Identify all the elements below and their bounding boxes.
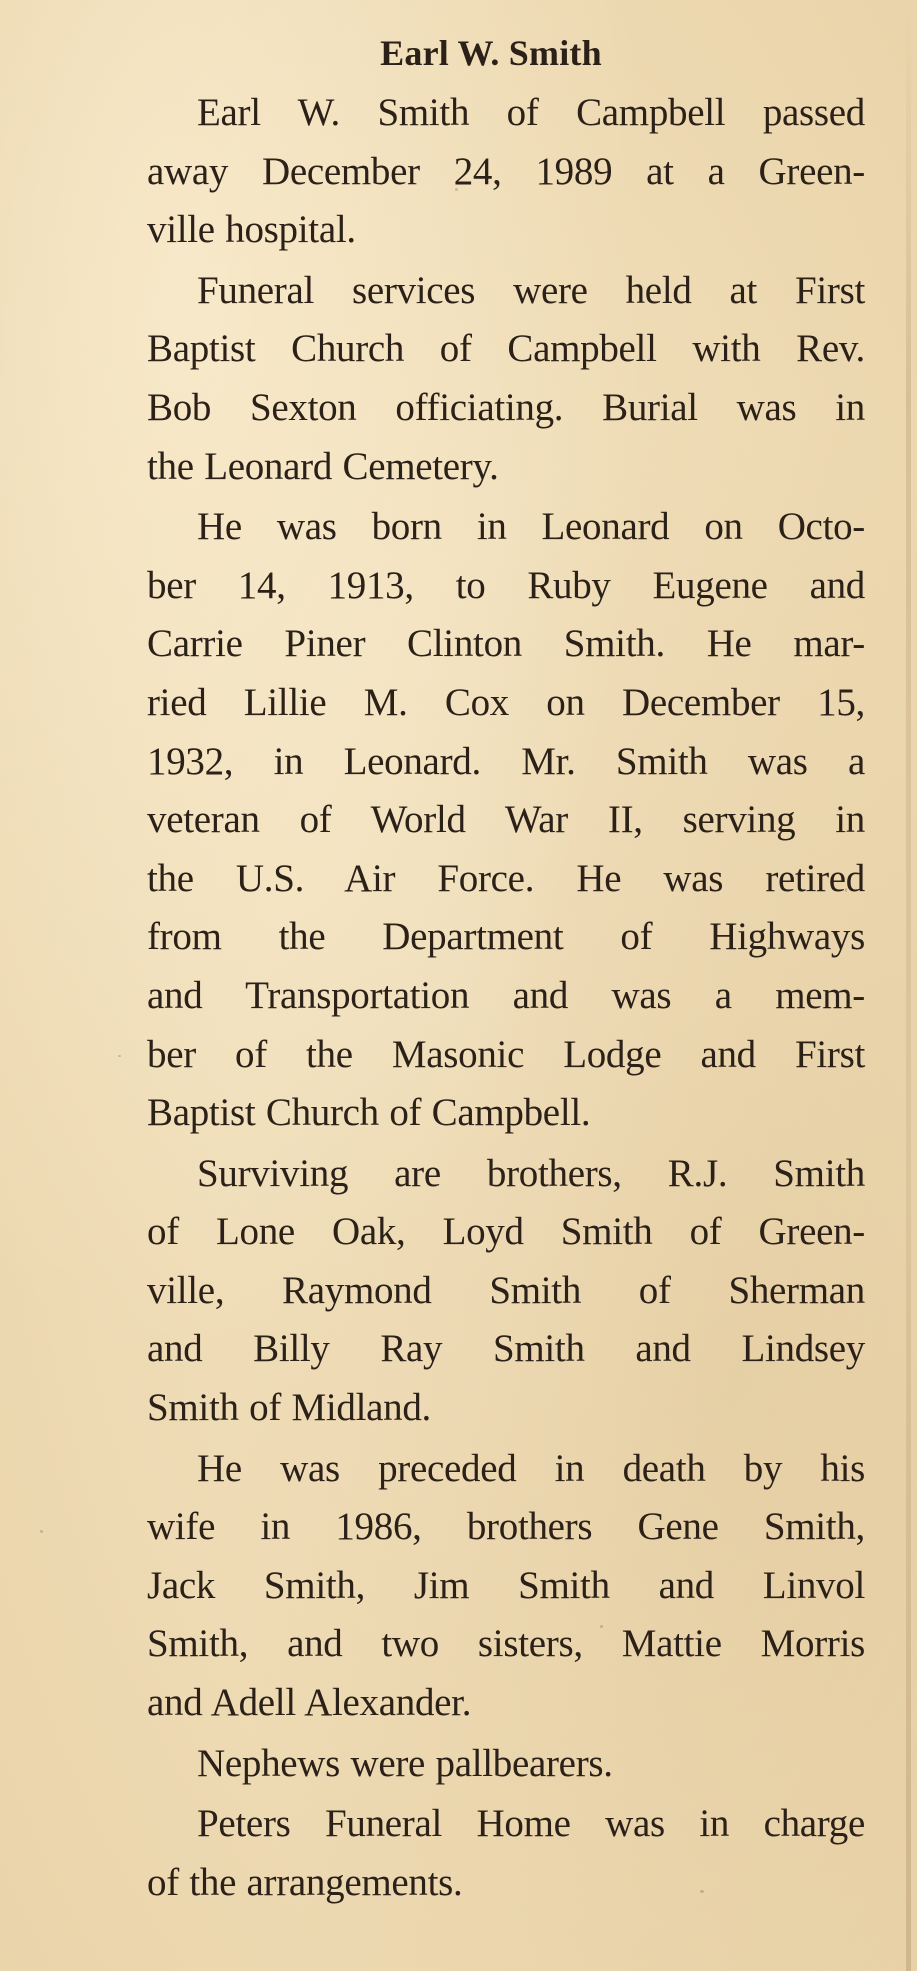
text-line: from the Department of Highways [147,915,865,959]
text-line: He was preceded in death by his [197,1446,865,1490]
text-line: ber of the Masonic Lodge and First [147,1032,865,1076]
text-line: Baptist Church of Campbell with Rev. [147,327,865,371]
text-line: Nephews were pallbearers. [197,1741,613,1785]
text-line: Bob Sexton officiating. Burial was in [147,385,865,429]
article-paragraph [147,1795,865,1912]
text-line: ber 14, 1913, to Ruby Eugene and [147,563,865,607]
text-line: and Adell Alexander. [147,1681,472,1725]
clipping-edge-shadow [906,0,911,1971]
text-line: Funeral services were held at First [197,268,865,312]
article-paragraph [147,498,865,1143]
text-line: and Transportation and was a mem- [147,973,865,1017]
text-line: Carrie Piner Clinton Smith. He mar- [147,622,865,666]
article-paragraph [147,262,865,496]
article-paragraph [147,1440,865,1733]
text-line: Smith of Midland. [147,1386,431,1430]
text-line: ville, Raymond Smith of Sherman [147,1268,865,1312]
text-line: of the arrangements. [147,1860,463,1904]
article-headline: Earl W. Smith [380,33,602,73]
text-line: Earl W. Smith of Campbell passed [197,91,865,134]
text-line: ried Lillie M. Cox on December 15, [147,680,865,724]
paper-speck [118,1055,121,1057]
article-paragraph [147,1735,865,1794]
text-line: 1932, in Leonard. Mr. Smith was a [147,739,865,783]
text-line: wife in 1986, brothers Gene Smith, [147,1505,865,1549]
text-line: He was born in Leonard on Octo- [197,505,865,549]
text-line: and Billy Ray Smith and Lindsey [147,1327,865,1371]
text-line: veteran of World War II, serving in [147,798,865,842]
article-body [147,84,865,1912]
obituary-article [147,28,865,1914]
text-line: of Lone Oak, Loyd Smith of Green- [147,1210,865,1254]
text-line: Smith, and two sisters, Mattie Morris [147,1622,865,1666]
text-line: Jack Smith, Jim Smith and Linvol [147,1563,865,1607]
text-line: away December 24, 1989 at a Green- [147,149,865,193]
text-line: the U.S. Air Force. He was retired [147,856,865,900]
text-line: the Leonard Cemetery. [147,444,499,488]
article-paragraph [147,84,865,260]
text-line: Surviving are brothers, R.J. Smith [197,1151,865,1195]
text-line: ville hospital. [147,208,356,252]
text-line: Peters Funeral Home was in charge [197,1802,865,1846]
article-paragraph [147,1145,865,1438]
text-line: Baptist Church of Campbell. [147,1091,591,1135]
paper-speck [40,1530,43,1533]
